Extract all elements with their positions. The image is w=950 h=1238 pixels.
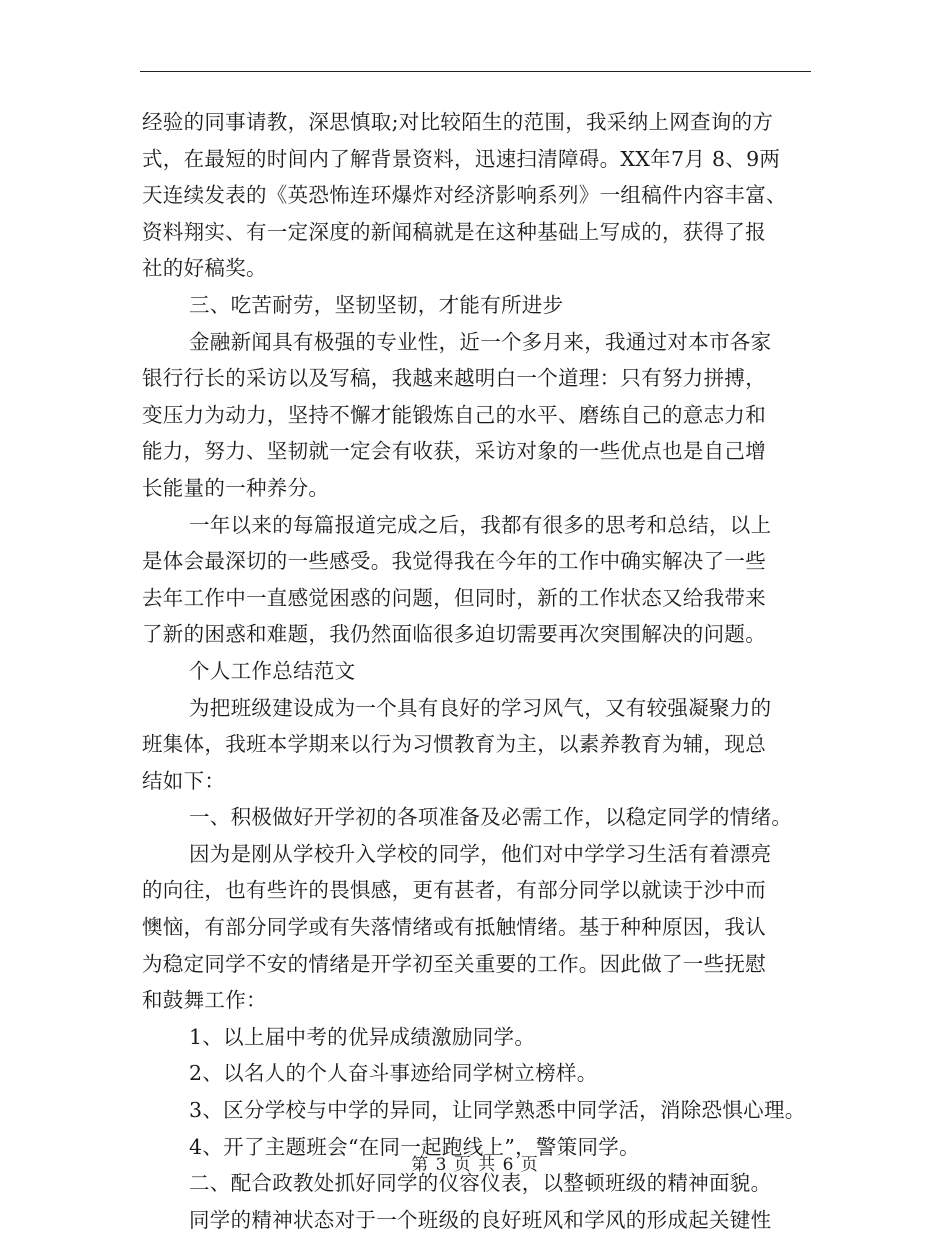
text-line: 变压力为动力，坚持不懈才能锻炼自己的水平、磨练自己的意志力和 [142, 402, 766, 427]
text-line: 资料翔实、有一定深度的新闻稿就是在这种基础上写成的，获得了报 [142, 219, 766, 244]
page-number: 第 3 页 共 6 页 [411, 1155, 539, 1175]
text-line: 为稳定同学不安的情绪是开学初至关重要的工作。因此做了一些抚慰 [142, 951, 766, 976]
text-line: 长能量的一种养分。 [142, 475, 330, 500]
text-line: 了新的困惑和难题，我仍然面临很多迫切需要再次突围解决的问题。 [142, 622, 766, 647]
text-line: 为把班级建设成为一个具有良好的学习风气，又有较强凝聚力的 [189, 695, 772, 720]
text-line: 天连续发表的《英恐怖连环爆炸对经济影响系列》一组稿件内容丰富、 [142, 183, 787, 208]
text-line: 结如下： [142, 768, 226, 793]
text-line: 经验的同事请教，深思慎取;对比较陌生的范围，我采纳上网查询的方 [142, 110, 774, 134]
text-line: 4、开了主题班会“在同一起跑线上”，警策同学。 [189, 1134, 640, 1159]
text-line: 一、积极做好开学初的各项准备及必需工作，以稳定同学的情绪。 [189, 805, 793, 830]
text-line: 班集体，我班本学期来以行为习惯教育为主，以素养教育为辅，现总 [142, 732, 766, 757]
text-line: 同学的精神状态对于一个班级的良好班风和学风的形成起关键性 [189, 1207, 772, 1232]
text-line: 能力，努力、坚韧就一定会有收获，采访对象的一些优点也是自己增 [142, 439, 766, 464]
text-line: 二、配合政教处抓好同学的仪容仪表，以整顿班级的精神面貌。 [189, 1171, 772, 1196]
text-line: 和鼓舞工作： [142, 988, 267, 1013]
text-line: 一年以来的每篇报道完成之后，我都有很多的思考和总结，以上 [189, 512, 772, 537]
header-rule [140, 71, 811, 72]
text-line: 去年工作中一直感觉困惑的问题，但同时，新的工作状态又给我带来 [142, 585, 766, 610]
text-line: 社的好稿奖。 [142, 256, 267, 281]
text-line: 的向往，也有些许的畏惧感，更有甚者，有部分同学以就读于沙中而 [142, 878, 766, 903]
text-line: 2、以名人的个人奋斗事迹给同学树立榜样。 [189, 1061, 598, 1086]
document-body [142, 104, 814, 1238]
text-line: 1、以上届中考的优异成绩激励同学。 [189, 1024, 536, 1049]
text-line: 3、区分学校与中学的异同，让同学熟悉中同学活，消除恐惧心理。 [189, 1098, 806, 1123]
text-line: 三、吃苦耐劳，坚韧坚韧，才能有所进步 [189, 292, 564, 317]
text-line: 个人工作总结范文 [189, 658, 356, 683]
text-line: 银行行长的采访以及写稿，我越来越明白一个道理：只有努力拼搏， [142, 366, 766, 391]
text-line: 懊恼，有部分同学或有失落情绪或有抵触情绪。基于种种原因，我认 [142, 915, 766, 940]
text-line: 式，在最短的时间内了解背景资料，迅速扫清障碍。XX年7月 8、9两 [142, 146, 781, 171]
text-line: 金融新闻具有极强的专业性，近一个多月来，我通过对本市各家 [189, 329, 772, 354]
text-line: 因为是刚从学校升入学校的同学，他们对中学学习生活有着漂亮 [189, 841, 772, 866]
text-line: 是体会最深切的一些感受。我觉得我在今年的工作中确实解决了一些 [142, 549, 766, 574]
